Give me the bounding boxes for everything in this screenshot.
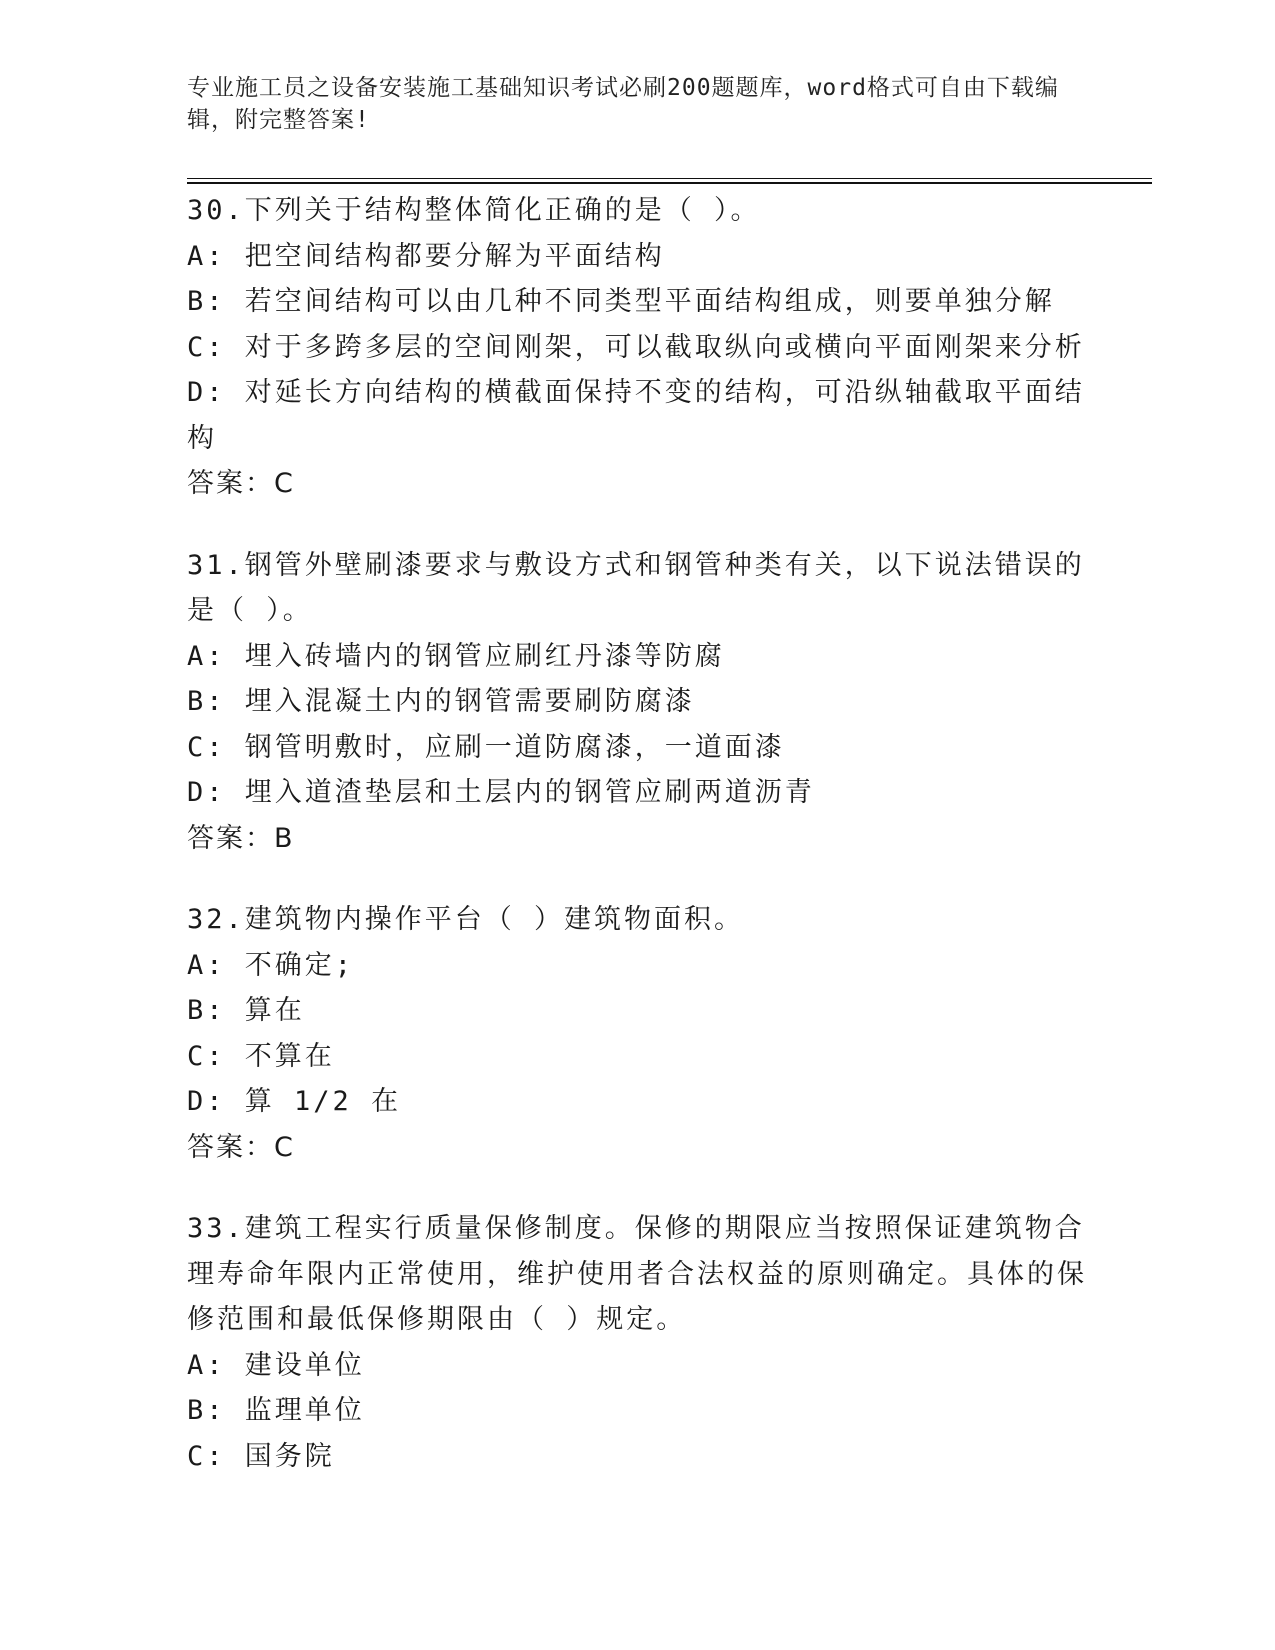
option-b: B: 埋入混凝土内的钢管需要刷防腐漆 [187, 686, 695, 717]
answer: 答案：C [187, 468, 295, 499]
option-a: A: 埋入砖墙内的钢管应刷红丹漆等防腐 [187, 640, 725, 672]
question-32 [187, 897, 1087, 1170]
option-a: A: 建设单位 [187, 1349, 365, 1381]
option-c: C: 不算在 [187, 1040, 335, 1072]
option-c: C: 钢管明敷时，应刷一道防腐漆，一道面漆 [187, 731, 785, 763]
question-33 [187, 1206, 1087, 1479]
option-b: B: 监理单位 [187, 1395, 365, 1426]
option-c: C: 对于多跨多层的空间刚架，可以截取纵向或横向平面刚架来分析 [187, 331, 1085, 363]
question-stem: 31.钢管外壁刷漆要求与敷设方式和钢管种类有关，以下说法错误的是（ ）。 [187, 549, 1085, 626]
answer: 答案：C [187, 1131, 295, 1163]
option-d: D: 埋入道渣垫层和土层内的钢管应刷两道沥青 [187, 777, 815, 808]
option-a: A: 不确定; [187, 949, 355, 981]
header-divider-bottom [187, 182, 1152, 184]
question-stem: 32.建筑物内操作平台（ ）建筑物面积。 [187, 904, 745, 935]
option-c: C: 国务院 [187, 1440, 335, 1472]
answer: 答案：B [187, 822, 295, 854]
header-divider-top [187, 178, 1152, 179]
question-31 [187, 543, 1087, 862]
option-b: B: 算在 [187, 995, 305, 1026]
question-stem: 33.建筑工程实行质量保修制度。保修的期限应当按照保证建筑物合理寿命年限内正常使用，维护使用者合法权益的原则确定。具体的保修范围和最低保修期限由（ ）规定。 [187, 1213, 1087, 1335]
option-a: A: 把空间结构都要分解为平面结构 [187, 240, 665, 272]
option-d: D: 对延长方向结构的横截面保持不变的结构，可沿纵轴截取平面结构 [187, 377, 1085, 454]
question-30 [187, 188, 1087, 507]
question-stem: 30.下列关于结构整体简化正确的是（ ）。 [187, 195, 761, 226]
option-b: B: 若空间结构可以由几种不同类型平面结构组成，则要单独分解 [187, 286, 1055, 317]
question-list [187, 188, 1087, 1515]
document-header: 专业施工员之设备安装施工基础知识考试必刷200题题库，word格式可自由下载编辑，附完整答案! [187, 75, 1059, 133]
option-d: D: 算 1/2 在 [187, 1086, 402, 1117]
